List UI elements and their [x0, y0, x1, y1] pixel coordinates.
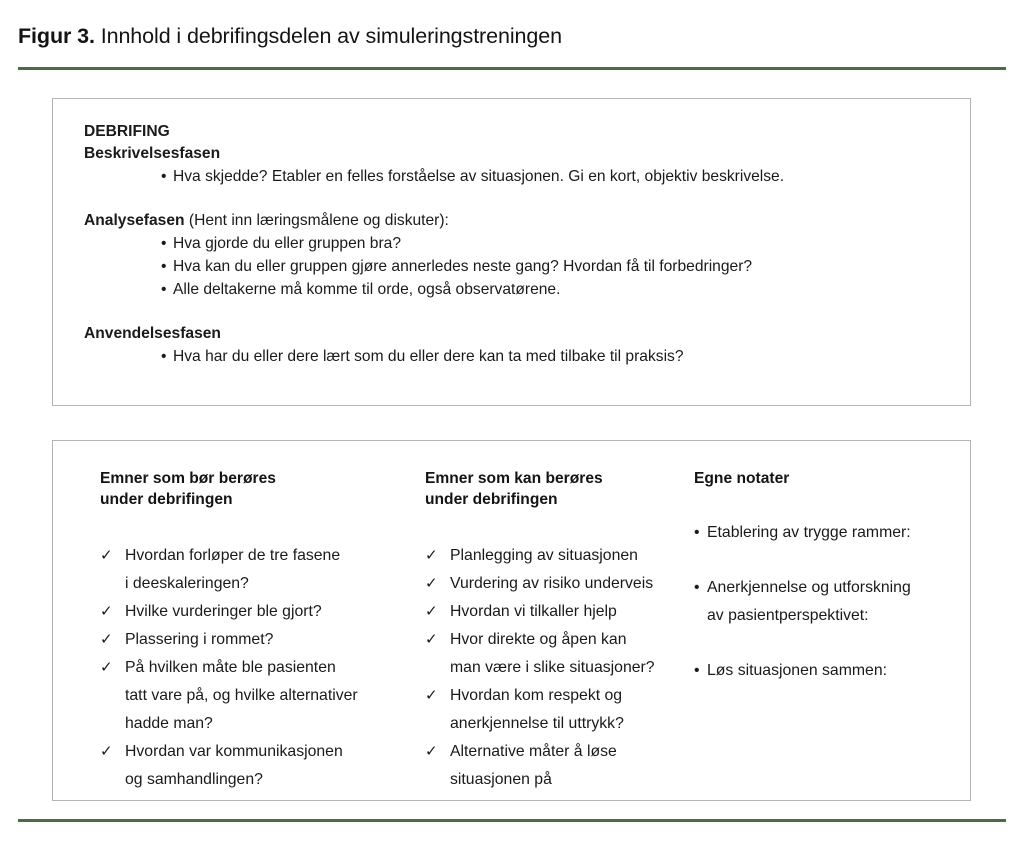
list-item: [100, 654, 422, 738]
list-item: [100, 598, 422, 626]
column-own-notes: [694, 468, 959, 712]
list-item: [425, 626, 695, 682]
list-item: [84, 345, 956, 368]
item-line: Vurdering av risiko underveis: [450, 575, 654, 592]
check-icon: ✓: [425, 743, 438, 760]
item-line: Alternative måter å løse: [450, 743, 617, 760]
topics-panel: [52, 440, 971, 801]
item-line: anerkjennelse til uttrykk?: [450, 715, 624, 732]
item-line: man være i slike situasjoner?: [450, 659, 655, 676]
list-item: [694, 519, 959, 547]
check-icon: ✓: [425, 575, 438, 592]
phase-block-anvendelsesfasen: [84, 323, 956, 368]
list-item: [425, 682, 695, 738]
column-topics-may: [425, 468, 695, 794]
bullet-dot-icon: •: [694, 579, 700, 596]
list-item: [425, 570, 695, 598]
list-item: [100, 626, 422, 654]
section-spacer: [84, 301, 956, 323]
column-header-line: under debrifingen: [100, 491, 233, 508]
list-item: [425, 738, 695, 794]
column-header: [425, 468, 695, 510]
phase-title-suffix: (Hent inn læringsmålene og diskuter):: [184, 212, 449, 229]
bottom-divider-rule: [18, 819, 1006, 822]
check-icon: ✓: [425, 687, 438, 704]
check-icon: ✓: [100, 547, 113, 564]
check-icon: ✓: [425, 547, 438, 564]
checklist: [100, 542, 422, 794]
phase-bullets-anvendelsesfasen: [84, 345, 956, 368]
notes-list: [694, 519, 959, 685]
phase-title-text: Anvendelsesfasen: [84, 325, 221, 342]
item-line: Etablering av trygge rammer:: [707, 524, 911, 541]
phase-bullets-beskrivelsesfasen: [84, 165, 956, 188]
figure-caption: Innhold i debrifingsdelen av simuleringstreningen: [94, 24, 562, 48]
item-line: situasjonen på: [450, 771, 552, 788]
item-line: i deeskaleringen?: [125, 575, 249, 592]
item-line: Hvordan vi tilkaller hjelp: [450, 603, 617, 620]
item-line: av pasientperspektivet:: [707, 607, 869, 624]
debriefing-panel: [52, 98, 971, 406]
list-item: [84, 255, 956, 278]
bullet-dot-icon: •: [161, 235, 167, 252]
check-icon: ✓: [100, 659, 113, 676]
list-item: [84, 278, 956, 301]
item-line: tatt vare på, og hvilke alternativer: [125, 687, 358, 704]
phase-title-anvendelsesfasen: [84, 323, 956, 345]
item-line: Hvordan forløper de tre fasene: [125, 547, 341, 564]
item-line: hadde man?: [125, 715, 213, 732]
column-header-line: Emner som bør berøres: [100, 470, 276, 487]
phase-title-beskrivelsesfasen: [84, 143, 956, 165]
phase-bullets-analysefasen: [84, 232, 956, 301]
bullet-dot-icon: •: [161, 348, 167, 365]
phase-title-text: Analysefasen: [84, 212, 185, 229]
check-icon: ✓: [100, 743, 113, 760]
figure-title: [18, 22, 562, 50]
bullet-text: Hva skjedde? Etabler en felles forståelse av situasjonen. Gi en kort, objektiv beskrivelse.: [173, 168, 785, 185]
list-item: [694, 574, 959, 630]
item-line: Plassering i rommet?: [125, 631, 274, 648]
item-line: På hvilken måte ble pasienten: [125, 659, 336, 676]
bullet-dot-icon: •: [161, 168, 167, 185]
column-header-line: under debrifingen: [425, 491, 558, 508]
bullet-text: Hva gjorde du eller gruppen bra?: [173, 235, 401, 252]
list-item: [84, 232, 956, 255]
item-line: og samhandlingen?: [125, 771, 263, 788]
list-item: [100, 738, 422, 794]
phase-title-analysefasen: [84, 210, 956, 232]
check-icon: ✓: [425, 603, 438, 620]
item-line: Hvordan kom respekt og: [450, 687, 623, 704]
item-line: Anerkjennelse og utforskning: [707, 579, 911, 596]
phase-block-analysefasen: [84, 210, 956, 301]
list-item: [84, 165, 956, 188]
figure-label: Figur 3.: [18, 24, 95, 48]
list-item: [694, 657, 959, 685]
bullet-dot-icon: •: [694, 524, 700, 541]
topics-columns: [53, 441, 970, 800]
phase-block-beskrivelsesfasen: [84, 143, 956, 188]
bullet-dot-icon: •: [161, 281, 167, 298]
item-line: Hvilke vurderinger ble gjort?: [125, 603, 322, 620]
column-header: [100, 468, 422, 510]
list-item: [425, 598, 695, 626]
section-spacer: [84, 188, 956, 210]
check-icon: ✓: [425, 631, 438, 648]
phase-title-text: Beskrivelsesfasen: [84, 145, 221, 162]
debriefing-content: [84, 121, 956, 368]
column-topics-should: [100, 468, 422, 794]
bullet-dot-icon: •: [161, 258, 167, 275]
column-header: [694, 468, 959, 489]
check-icon: ✓: [100, 603, 113, 620]
bullet-text: Alle deltakerne må komme til orde, også observatørene.: [173, 281, 561, 298]
bullet-dot-icon: •: [694, 662, 700, 679]
debriefing-heading: DEBRIFING: [84, 123, 170, 140]
item-line: Hvordan var kommunikasjonen: [125, 743, 343, 760]
column-header-line: Emner som kan berøres: [425, 470, 603, 487]
bullet-text: Hva kan du eller gruppen gjøre annerledes neste gang? Hvordan få til forbedringer?: [173, 258, 753, 275]
top-divider-rule: [18, 67, 1006, 70]
list-item: [425, 542, 695, 570]
checklist: [425, 542, 695, 794]
item-line: Løs situasjonen sammen:: [707, 662, 887, 679]
check-icon: ✓: [100, 631, 113, 648]
item-line: Hvor direkte og åpen kan: [450, 631, 627, 648]
column-header-line: Egne notater: [694, 470, 790, 487]
bullet-text: Hva har du eller dere lært som du eller dere kan ta med tilbake til praksis?: [173, 348, 684, 365]
item-line: Planlegging av situasjonen: [450, 547, 638, 564]
list-item: [100, 542, 422, 598]
